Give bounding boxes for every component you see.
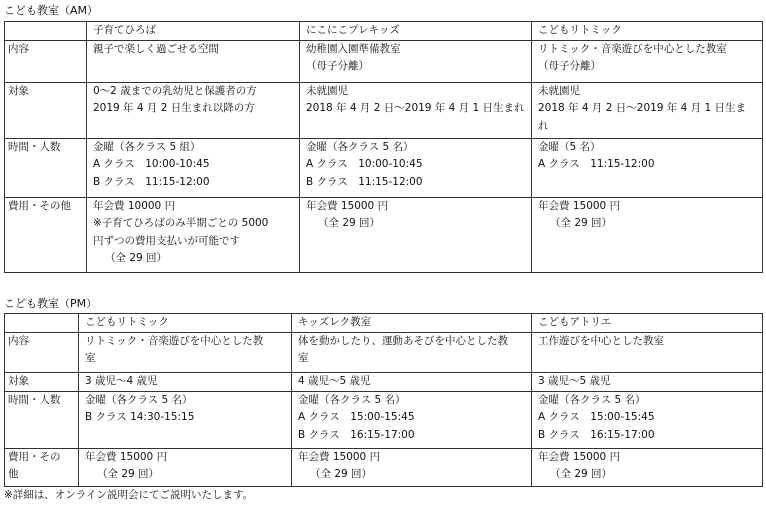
am-header-nikoniko-prekids: にこにこプレキッズ [300, 22, 532, 41]
table-cell: 金曜（各クラス 5 名） A クラス 15:00-15:45 B クラス 16:15-17:00 [292, 391, 532, 448]
pm-section-title: こども教室（PM） [4, 297, 98, 310]
table-cell: 3 歳児～5 歳児 [532, 372, 763, 391]
table-cell: 親子で楽しく過ごせる空間 [87, 40, 300, 82]
table-cell: 金曜（各クラス 5 組） A クラス 10:00-10:45 B クラス 11:15-12:00 [87, 138, 300, 197]
table-cell: 体を動かしたり、運動あそびを中心とした教 室 [292, 332, 532, 372]
table-cell: 4 歳児～5 歳児 [292, 372, 532, 391]
pm-row-target [5, 372, 763, 391]
table-cell: 年会費 15000 円 （全 29 回） [532, 448, 763, 486]
table-cell: 年会費 15000 円 （全 29 回） [79, 448, 292, 486]
am-section-title: こども教室（AM） [4, 4, 99, 17]
am-header-kosodate-hiroba: 子育てひろば [87, 22, 300, 41]
pm-row-content [5, 332, 763, 372]
table-cell: 幼稚園入園準備教室 （母子分離） [300, 40, 532, 82]
pm-header-kids-rec: キッズレク教室 [292, 314, 532, 333]
table-cell: 年会費 10000 円 ※子育てひろばのみ半期ごとの 5000 円ずつの費用支払いが可能です （全 29 回） [87, 197, 300, 272]
am-row-content [5, 40, 763, 82]
row-label-time: 時間・人数 [5, 138, 87, 197]
table-cell: 3 歳児～4 歳児 [79, 372, 292, 391]
corner-cell [5, 22, 87, 41]
am-row-fee [5, 197, 763, 272]
pm-row-fee [5, 448, 763, 486]
row-label-target: 対象 [5, 82, 87, 138]
table-cell: リトミック・音楽遊びを中心とした教 室 [79, 332, 292, 372]
table-cell: 金曜（5 名） A クラス 11:15-12:00 [532, 138, 763, 197]
am-row-target [5, 82, 763, 138]
row-label-content: 内容 [5, 332, 79, 372]
table-cell: 年会費 15000 円 （全 29 回） [532, 197, 763, 272]
table-cell: 未就園児 2018 年 4 月 2 日～2019 年 4 月 1 日生ま れ [532, 82, 763, 138]
row-label-time: 時間・人数 [5, 391, 79, 448]
table-cell: 0～2 歳までの乳幼児と保護者の方 2019 年 4 月 2 日生まれ以降の方 [87, 82, 300, 138]
table-header-row [5, 22, 763, 41]
table-cell: 金曜（各クラス 5 名） A クラス 10:00-10:45 B クラス 11:15-12:00 [300, 138, 532, 197]
row-label-target: 対象 [5, 372, 79, 391]
table-cell: 金曜（各クラス 5 名） B クラス 14:30-15:15 [79, 391, 292, 448]
am-row-time [5, 138, 763, 197]
am-schedule-table [4, 21, 763, 273]
pm-header-kodomo-rhythmic: こどもリトミック [79, 314, 292, 333]
table-header-row [5, 314, 763, 333]
corner-cell [5, 314, 79, 333]
pm-row-time [5, 391, 763, 448]
table-cell: リトミック・音楽遊びを中心とした教室 （母子分離） [532, 40, 763, 82]
row-label-fee: 費用・その 他 [5, 448, 79, 486]
row-label-fee: 費用・その他 [5, 197, 87, 272]
pm-header-kodomo-atelier: こどもアトリエ [532, 314, 763, 333]
table-cell: 金曜（各クラス 5 名） A クラス 15:00-15:45 B クラス 16:15-17:00 [532, 391, 763, 448]
table-cell: 年会費 15000 円 （全 29 回） [292, 448, 532, 486]
table-cell: 工作遊びを中心とした教室 [532, 332, 763, 372]
am-header-kodomo-rhythmic: こどもリトミック [532, 22, 763, 41]
footnote: ※詳細は、オンライン説明会にてご説明いたします。 [4, 489, 254, 501]
row-label-content: 内容 [5, 40, 87, 82]
pm-schedule-table [4, 313, 763, 487]
table-cell: 年会費 15000 円 （全 29 回） [300, 197, 532, 272]
table-cell: 未就園児 2018 年 4 月 2 日～2019 年 4 月 1 日生まれ [300, 82, 532, 138]
